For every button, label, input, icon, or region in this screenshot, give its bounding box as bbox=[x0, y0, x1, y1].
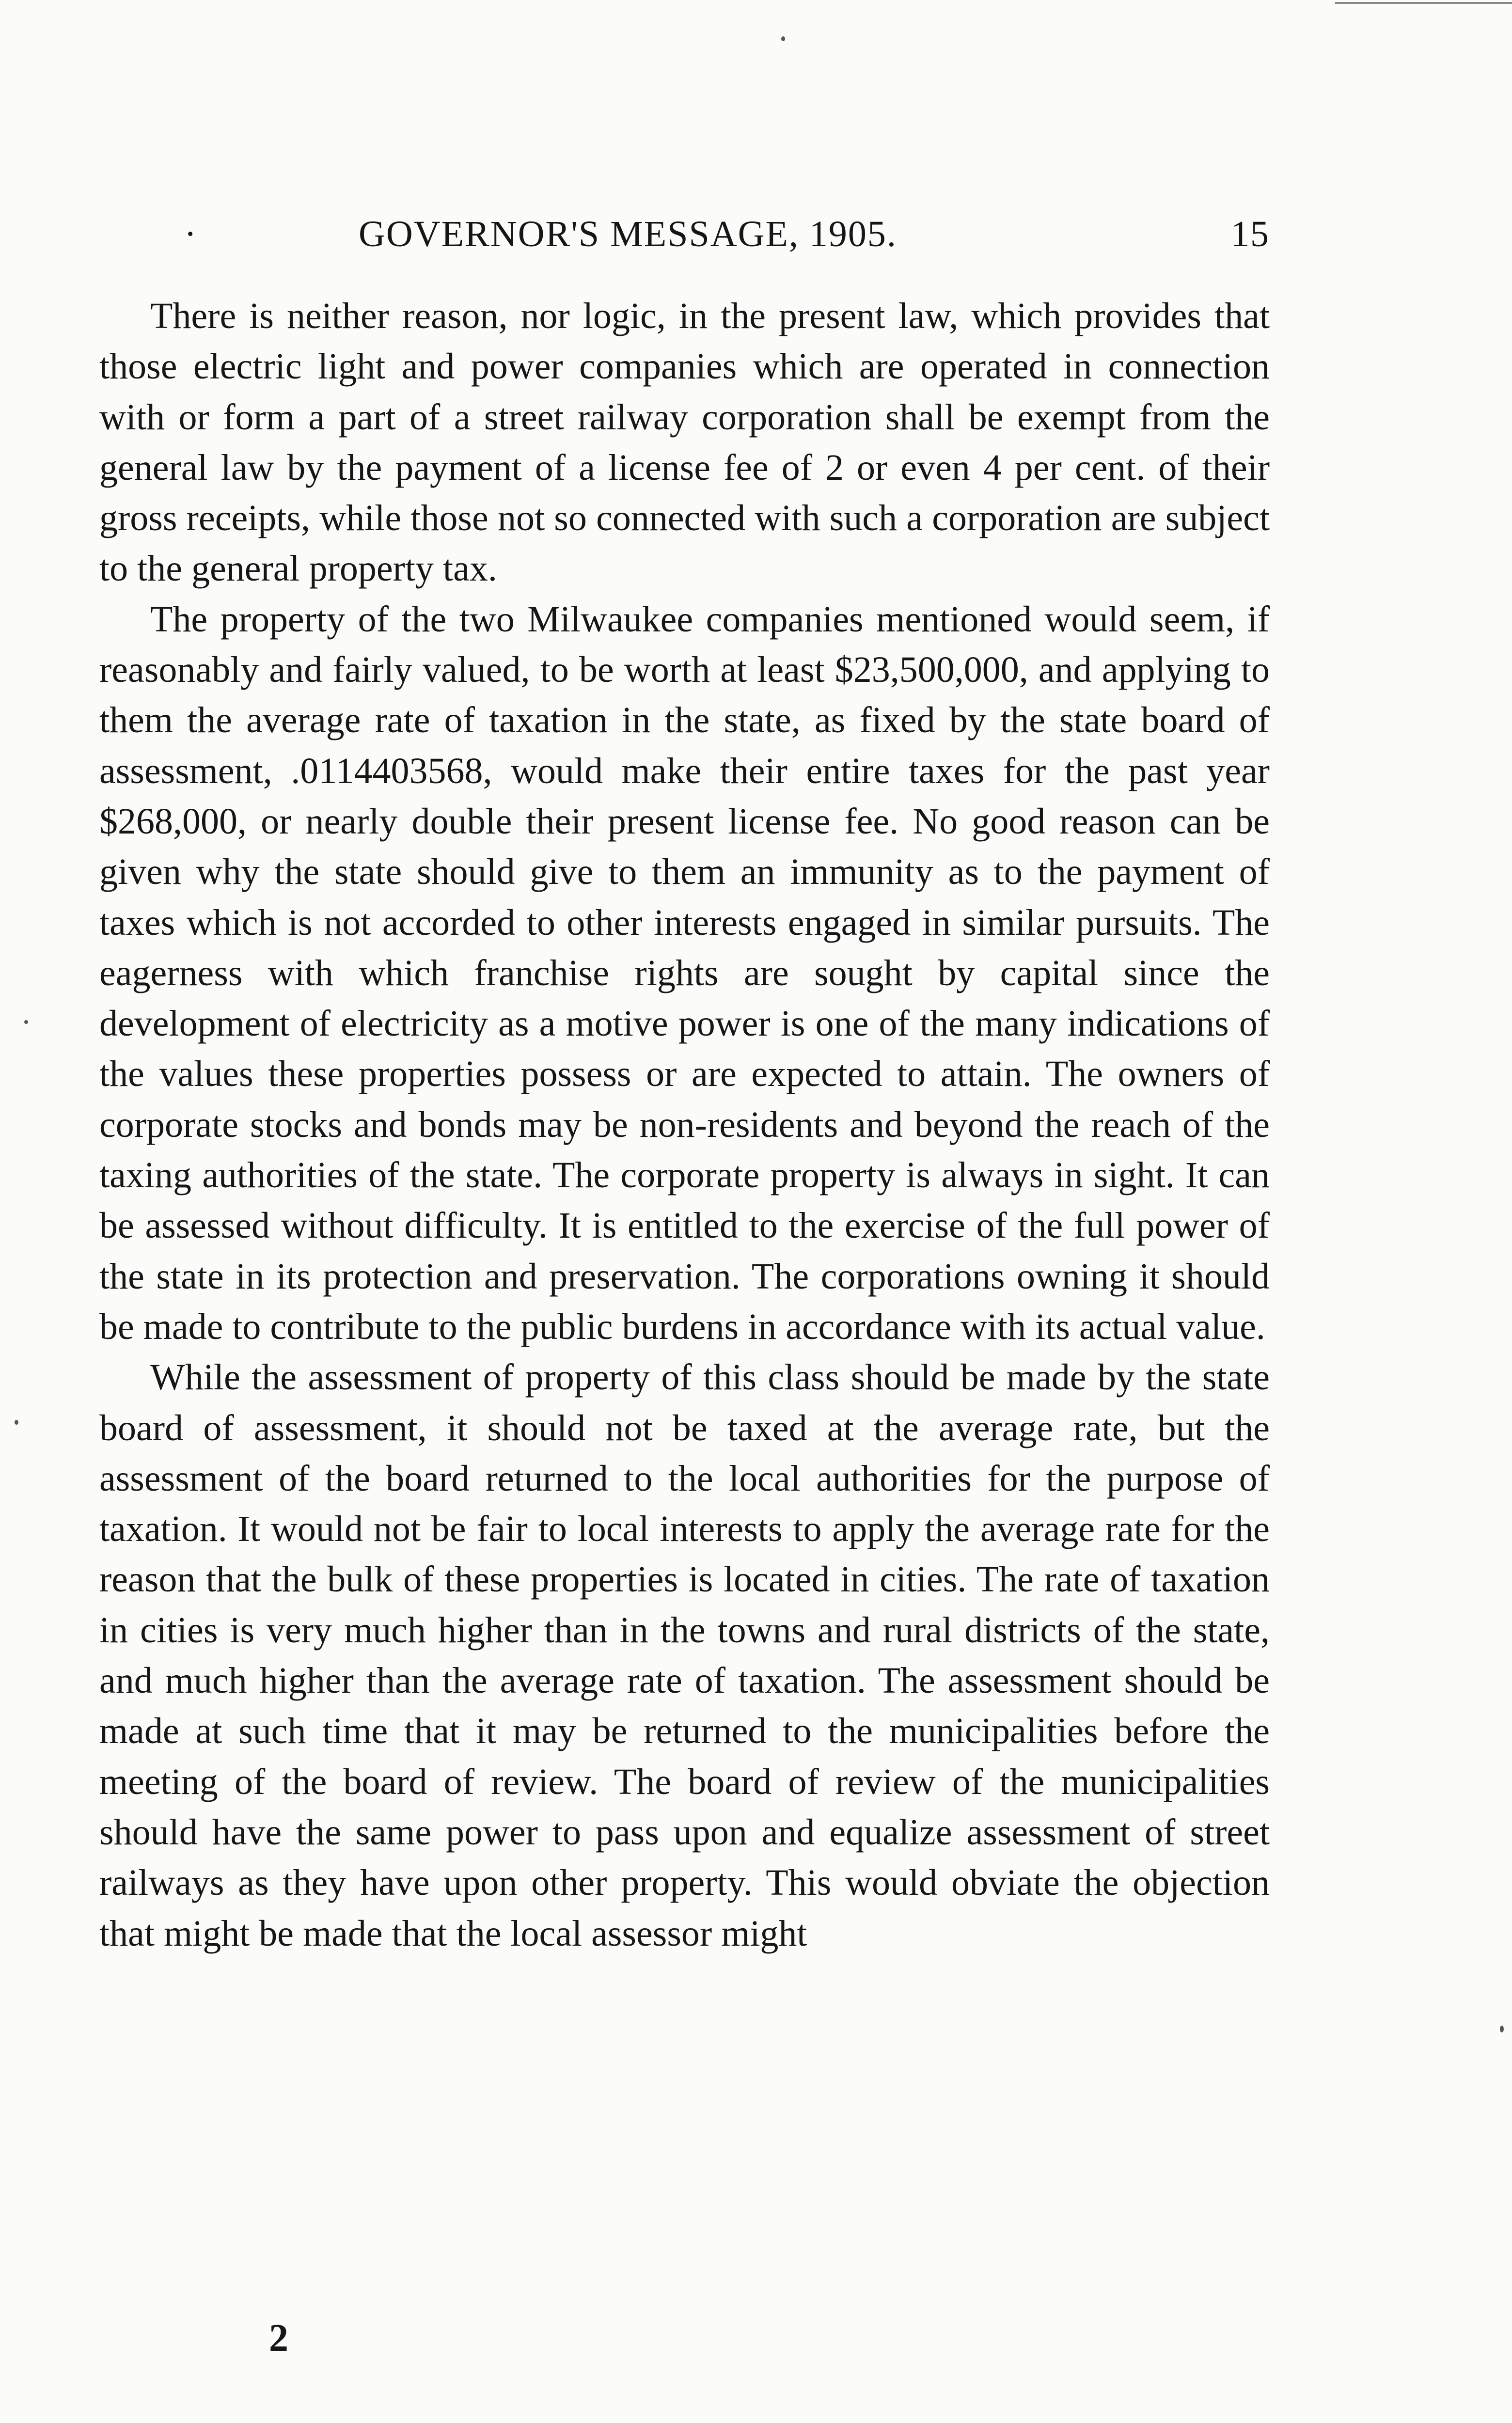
page-number: 15 bbox=[1231, 214, 1270, 254]
body-text bbox=[99, 291, 1270, 1959]
header-title: GOVERNOR'S MESSAGE, 1905. bbox=[359, 214, 897, 254]
top-edge-rule bbox=[1335, 2, 1512, 4]
paragraph: While the assessment of property of this class should be made by the state board of assessment, it should not be taxed at the average rate, but the assessment of the board returned to the local authorities for the purpose of taxation. It would not be fair to local interests to apply the average rate for the reason that the bulk of these properties is located in cities. The rate of taxation in cities is very much higher than in the towns and rural districts of the state, and much higher than the average rate of taxation. The assessment should be made at such time that it may be returned to the municipalities before the meeting of the board of review. The board of review of the municipalities should have the same power to pass upon and equalize assessment of street railways as they have upon other property. This would obviate the objection that might be made that the local assessor might bbox=[99, 1357, 1270, 1954]
scan-speck bbox=[781, 36, 785, 41]
scan-speck bbox=[1500, 2026, 1504, 2032]
paragraph: There is neither reason, nor logic, in the present law, which provides that those electric light and power companies which are operated in connection with or form a part of a street railway corporation shall be exempt from the general law by the payment of a license fee of 2 or even 4 per cent. of their gross receipts, while those not so connected with such a corporation are subject to the general property tax. bbox=[99, 296, 1270, 589]
paragraph: The property of the two Milwaukee companies mentioned would seem, if reasonably and fairly valued, to be worth at least $23,500,000, and applying to them the average rate of taxation in the state, as fixed by the state board of assessment, .0114403568, would make their entire taxes for the past year $268,000, or nearly double their present license fee. No good reason can be given why the state should give to them an immunity as to the payment of taxes which is not accorded to other interests engaged in similar pursuits. The eagerness with which franchise rights are sought by capital since the development of electricity as a motive power is one of the many indications of the values these properties possess or are expected to attain. The owners of corporate stocks and bonds may be non-residents and beyond the reach of the taxing authorities of the state. The corporate property is always in sight. It can be assessed without difficulty. It is entitled to the exercise of the full power of the state in its protection and preservation. The corporations owning it should be made to contribute to the public burdens in accordance with its actual value. bbox=[99, 598, 1270, 1347]
scan-speck bbox=[15, 1420, 18, 1425]
signature-folio: 2 bbox=[269, 2317, 288, 2360]
running-header bbox=[184, 212, 1270, 256]
header-bullet: · bbox=[184, 214, 198, 254]
scan-speck bbox=[24, 1020, 28, 1024]
